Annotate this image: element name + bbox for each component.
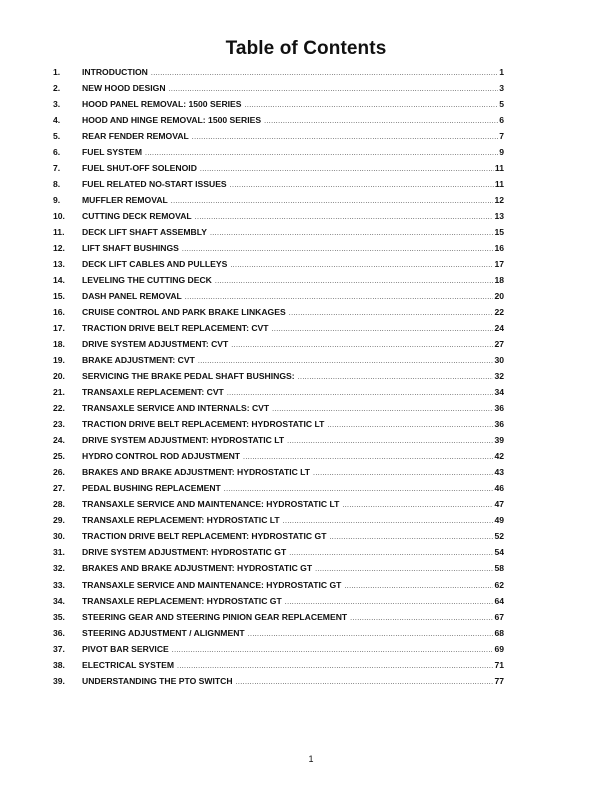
toc-entry-page[interactable]: 18 <box>494 275 504 286</box>
toc-entry-title[interactable]: HOOD PANEL REMOVAL: 1500 SERIES <box>82 99 242 110</box>
toc-dot-leader <box>289 550 493 557</box>
toc-entry-title[interactable]: DASH PANEL REMOVAL <box>82 291 182 302</box>
toc-dot-leader <box>185 294 494 301</box>
toc-entry[interactable] <box>53 179 504 195</box>
toc-entry-number: 18. <box>53 339 65 350</box>
toc-entry-number: 6. <box>53 147 61 158</box>
toc-entry[interactable] <box>53 596 504 612</box>
toc-entry-number: 30. <box>53 531 65 542</box>
toc-entry[interactable] <box>53 275 504 291</box>
toc-entry-number: 3. <box>53 99 61 110</box>
toc-dot-leader <box>230 262 493 269</box>
toc-entry-title[interactable]: TRACTION DRIVE BELT REPLACEMENT: HYDROSTATIC LT <box>82 419 325 430</box>
toc-entry[interactable] <box>53 676 504 692</box>
toc-entry-number: 13. <box>53 259 65 270</box>
toc-entry-title[interactable]: MUFFLER REMOVAL <box>82 195 168 206</box>
toc-entry-page[interactable]: 67 <box>494 611 504 622</box>
toc-dot-leader <box>289 310 494 317</box>
toc-entry[interactable] <box>53 547 504 563</box>
toc-entry-page[interactable]: 54 <box>494 547 504 558</box>
toc-entry-number: 10. <box>53 211 65 222</box>
toc-entry[interactable] <box>53 115 504 131</box>
toc-entry-page[interactable]: 71 <box>494 659 504 670</box>
toc-entry-page[interactable]: 34 <box>494 387 504 398</box>
toc-entry-page[interactable]: 47 <box>494 499 504 510</box>
toc-dot-leader <box>192 134 498 141</box>
toc-entry-page[interactable]: 7 <box>499 131 504 142</box>
toc-entry-title[interactable]: LIFT SHAFT BUSHINGS <box>82 243 179 254</box>
toc-entry-number: 11. <box>53 227 65 238</box>
toc-entry-number: 38. <box>53 659 65 670</box>
toc-dot-leader <box>344 583 493 590</box>
toc-dot-leader <box>287 438 493 445</box>
toc-entry-number: 7. <box>53 163 61 174</box>
toc-dot-leader <box>298 374 494 381</box>
toc-entry-page[interactable]: 30 <box>494 355 504 366</box>
toc-entry-page[interactable]: 36 <box>494 419 504 430</box>
toc-entry-page[interactable]: 52 <box>494 531 504 542</box>
toc-entry-page[interactable]: 11 <box>494 179 504 190</box>
toc-entry-title[interactable]: STEERING GEAR AND STEERING PINION GEAR REPLACEMENT <box>82 611 348 622</box>
toc-entry-page[interactable]: 17 <box>494 259 504 270</box>
toc-entry[interactable] <box>53 371 504 387</box>
toc-entry[interactable] <box>53 660 504 676</box>
toc-entry-number: 25. <box>53 451 65 462</box>
toc-entry-number: 5. <box>53 131 61 142</box>
toc-entry[interactable] <box>53 451 504 467</box>
toc-dot-leader <box>245 102 499 109</box>
toc-dot-leader <box>329 534 493 541</box>
toc-dot-leader <box>182 246 494 253</box>
toc-entry[interactable] <box>53 339 504 355</box>
toc-entry-title[interactable]: TRANSAXLE REPLACEMENT: HYDROSTATIC LT <box>82 515 280 526</box>
toc-dot-leader <box>198 358 494 365</box>
toc-entry-page[interactable]: 13 <box>494 211 504 222</box>
toc-entry[interactable] <box>53 612 504 628</box>
toc-entry-number: 21. <box>53 387 65 398</box>
toc-dot-leader <box>313 470 493 477</box>
toc-entry-title[interactable]: TRACTION DRIVE BELT REPLACEMENT: HYDROSTATIC GT <box>82 531 327 542</box>
toc-dot-leader <box>236 679 494 686</box>
toc-entry-page[interactable]: 69 <box>494 643 504 654</box>
toc-entry-page[interactable]: 27 <box>494 339 504 350</box>
toc-entry-number: 17. <box>53 323 65 334</box>
toc-dot-leader <box>243 454 493 461</box>
toc-entry-title[interactable]: SERVICING THE BRAKE PEDAL SHAFT BUSHINGS: <box>82 371 295 382</box>
toc-entry-page[interactable]: 5 <box>499 99 504 110</box>
toc-entry[interactable] <box>53 563 504 579</box>
toc-entry-number: 15. <box>53 291 65 302</box>
page-number: 1 <box>308 754 314 764</box>
toc-entry-title[interactable]: TRANSAXLE SERVICE AND INTERNALS: CVT <box>82 403 270 414</box>
toc-entry[interactable] <box>53 580 504 596</box>
toc-dot-leader <box>350 615 493 622</box>
toc-entry-number: 1. <box>53 67 61 77</box>
toc-entry-page[interactable]: 36 <box>494 403 504 414</box>
toc-entry-page[interactable]: 58 <box>494 563 504 574</box>
toc-entry-page[interactable]: 64 <box>494 595 504 606</box>
toc-entry[interactable] <box>53 435 504 451</box>
toc-entry-title[interactable]: BRAKES AND BRAKE ADJUSTMENT: HYDROSTATIC LT <box>82 467 311 478</box>
toc-entry-title[interactable]: DRIVE SYSTEM ADJUSTMENT: HYDROSTATIC LT <box>82 435 285 446</box>
toc-entry-number: 23. <box>53 419 65 430</box>
toc-dot-leader <box>327 422 493 429</box>
toc-entry-page[interactable]: 1 <box>499 67 504 77</box>
toc-entry-title[interactable]: DECK LIFT SHAFT ASSEMBLY <box>82 227 207 238</box>
toc-dot-leader <box>215 278 494 285</box>
toc-entry[interactable] <box>53 419 504 435</box>
toc-entry[interactable] <box>53 467 504 483</box>
toc-entry-page[interactable]: 42 <box>494 451 504 462</box>
toc-entry-title[interactable]: HYDRO CONTROL ROD ADJUSTMENT <box>82 451 241 462</box>
toc-entry-title[interactable]: DRIVE SYSTEM ADJUSTMENT: CVT <box>82 339 229 350</box>
toc-entry-number: 27. <box>53 483 65 494</box>
toc-entry-page[interactable]: 9 <box>499 147 504 158</box>
toc-entry-number: 8. <box>53 179 61 190</box>
toc-entry-number: 4. <box>53 115 61 126</box>
toc-entry[interactable] <box>53 483 504 499</box>
toc-dot-leader <box>248 631 494 638</box>
toc-entry-title[interactable]: ELECTRICAL SYSTEM <box>82 659 174 670</box>
toc-dot-leader <box>195 214 494 221</box>
toc-dot-leader <box>172 647 494 654</box>
toc-entry-title[interactable]: BRAKES AND BRAKE ADJUSTMENT: HYDROSTATIC GT <box>82 563 313 574</box>
toc-entry[interactable] <box>53 644 504 660</box>
toc-entry-number: 29. <box>53 515 65 526</box>
toc-dot-leader <box>171 198 494 205</box>
toc-dot-leader <box>177 663 493 670</box>
toc-entry[interactable] <box>53 147 504 163</box>
toc-entry[interactable] <box>53 227 504 243</box>
toc-entry-number: 28. <box>53 499 65 510</box>
toc-dot-leader <box>210 230 494 237</box>
toc-dot-leader <box>151 70 498 77</box>
toc-entry-number: 2. <box>53 83 61 94</box>
toc-entry-number: 22. <box>53 403 65 414</box>
toc-entry-number: 19. <box>53 355 65 366</box>
toc-entry-number: 16. <box>53 307 65 318</box>
toc-entry-title[interactable]: PIVOT BAR SERVICE <box>82 643 169 654</box>
toc-dot-leader <box>145 150 498 157</box>
toc-entry-title[interactable]: PEDAL BUSHING REPLACEMENT <box>82 483 221 494</box>
page-title: Table of Contents <box>225 37 387 59</box>
toc-entry[interactable] <box>53 243 504 259</box>
toc-entry[interactable] <box>53 355 504 371</box>
toc-entry-page[interactable]: 15 <box>494 227 504 238</box>
toc-entry-number: 12. <box>53 243 65 254</box>
toc-entry[interactable] <box>53 531 504 547</box>
toc-entry-title[interactable]: CUTTING DECK REMOVAL <box>82 211 192 222</box>
toc-entry-title[interactable]: DECK LIFT CABLES AND PULLEYS <box>82 259 228 270</box>
toc-entry-number: 37. <box>53 643 65 654</box>
toc-entry-page[interactable]: 49 <box>494 515 504 526</box>
toc-entry-number: 35. <box>53 611 65 622</box>
toc-entry[interactable] <box>53 323 504 339</box>
toc-entry-title[interactable]: BRAKE ADJUSTMENT: CVT <box>82 355 195 366</box>
toc-entry[interactable] <box>53 403 504 419</box>
toc-dot-leader <box>224 486 494 493</box>
toc-entry-title[interactable]: TRACTION DRIVE BELT REPLACEMENT: CVT <box>82 323 269 334</box>
toc-entry-title[interactable]: CRUISE CONTROL AND PARK BRAKE LINKAGES <box>82 307 286 318</box>
toc-entry[interactable] <box>53 628 504 644</box>
toc-dot-leader <box>227 390 494 397</box>
toc-entry[interactable] <box>53 163 504 179</box>
toc-entry-number: 24. <box>53 435 65 446</box>
toc-dot-leader <box>283 518 494 525</box>
toc-entry-number: 31. <box>53 547 65 558</box>
toc-dot-leader <box>264 118 498 125</box>
toc-entry-title[interactable]: DRIVE SYSTEM ADJUSTMENT: HYDROSTATIC GT <box>82 547 287 558</box>
toc-dot-leader <box>169 86 499 93</box>
toc-entry[interactable] <box>53 67 504 83</box>
toc-entry-page[interactable]: 20 <box>494 291 504 302</box>
toc-entry-title[interactable]: TRANSAXLE REPLACEMENT: HYDROSTATIC GT <box>82 595 282 606</box>
toc-dot-leader <box>231 342 493 349</box>
toc-entry-number: 32. <box>53 563 65 574</box>
toc-dot-leader <box>285 599 494 606</box>
toc-entry[interactable] <box>53 211 504 227</box>
toc-dot-leader <box>272 326 494 333</box>
toc-dot-leader <box>200 166 494 173</box>
toc-entry-number: 26. <box>53 467 65 478</box>
toc-entry-number: 14. <box>53 275 65 286</box>
toc-entry-page[interactable]: 46 <box>494 483 504 494</box>
toc-entry-page[interactable]: 11 <box>494 163 504 174</box>
toc-entry-title[interactable]: STEERING ADJUSTMENT / ALIGNMENT <box>82 627 245 638</box>
toc-entry-page[interactable]: 32 <box>494 371 504 382</box>
toc-entry-page[interactable]: 39 <box>494 435 504 446</box>
toc-entry-title[interactable]: FUEL SYSTEM <box>82 147 143 158</box>
toc-entry-title[interactable]: HOOD AND HINGE REMOVAL: 1500 SERIES <box>82 115 262 126</box>
toc-entry-title[interactable]: TRANSAXLE REPLACEMENT: CVT <box>82 387 224 398</box>
toc-entry-page[interactable]: 16 <box>494 243 504 254</box>
toc-entry-page[interactable]: 22 <box>494 307 504 318</box>
toc-entry-title[interactable]: FUEL SHUT-OFF SOLENOID <box>82 163 197 174</box>
toc-entry-page[interactable]: 12 <box>494 195 504 206</box>
toc-entry-number: 20. <box>53 371 65 382</box>
toc-entry-page[interactable]: 6 <box>499 115 504 126</box>
toc-entry-title[interactable]: TRANSAXLE SERVICE AND MAINTENANCE: HYDROSTATIC GT <box>82 579 342 590</box>
toc-entry[interactable] <box>53 291 504 307</box>
toc-dot-leader <box>230 182 494 189</box>
toc-entry[interactable] <box>53 515 504 531</box>
toc-entry-page[interactable]: 62 <box>494 579 504 590</box>
toc-dot-leader <box>315 566 493 573</box>
toc-dot-leader <box>272 406 493 413</box>
toc-entry[interactable] <box>53 307 504 323</box>
toc-entry-title[interactable]: UNDERSTANDING THE PTO SWITCH <box>82 675 233 686</box>
toc-entry-page[interactable]: 3 <box>499 83 504 94</box>
toc-entry-number: 34. <box>53 595 65 606</box>
toc-entry[interactable] <box>53 99 504 115</box>
toc-entry[interactable] <box>53 195 504 211</box>
table-of-contents <box>53 67 504 692</box>
toc-entry-page[interactable]: 68 <box>494 627 504 638</box>
toc-entry-number: 9. <box>53 195 61 206</box>
toc-dot-leader <box>342 502 493 509</box>
toc-entry[interactable] <box>53 83 504 99</box>
toc-entry-title[interactable]: LEVELING THE CUTTING DECK <box>82 275 212 286</box>
toc-entry-title[interactable]: INTRODUCTION <box>82 67 148 77</box>
toc-entry[interactable] <box>53 499 504 515</box>
toc-entry-number: 33. <box>53 579 65 590</box>
toc-entry[interactable] <box>53 387 504 403</box>
toc-entry-page[interactable]: 24 <box>494 323 504 334</box>
toc-entry-title[interactable]: REAR FENDER REMOVAL <box>82 131 189 142</box>
toc-entry-title[interactable]: FUEL RELATED NO-START ISSUES <box>82 179 227 190</box>
toc-entry-number: 36. <box>53 627 65 638</box>
toc-entry[interactable] <box>53 259 504 275</box>
toc-entry-title[interactable]: NEW HOOD DESIGN <box>82 83 166 94</box>
toc-entry-page[interactable]: 43 <box>494 467 504 478</box>
toc-entry[interactable] <box>53 131 504 147</box>
toc-entry-page[interactable]: 77 <box>494 675 504 686</box>
toc-entry-title[interactable]: TRANSAXLE SERVICE AND MAINTENANCE: HYDROSTATIC LT <box>82 499 340 510</box>
toc-entry-number: 39. <box>53 675 65 686</box>
